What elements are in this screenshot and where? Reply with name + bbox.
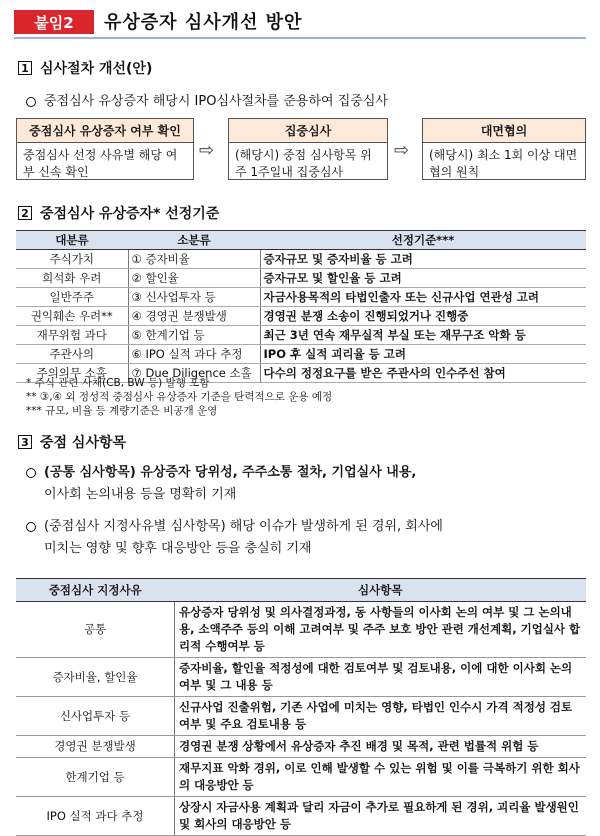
category-cell: 권익훼손 우려** (16, 307, 128, 326)
table-header-row (16, 579, 586, 602)
criteria-cell: 증자규모 및 할인율 등 고려 (260, 269, 586, 288)
right-arrow-icon: ⇨ (394, 140, 410, 161)
category-cell: 희석화 우려 (16, 269, 128, 288)
items-cell: 신규사업 진출위험, 기존 사업에 미치는 영향, 타법인 인수시 가격 적정성 검토여부 및 주요 검토내용 등 (175, 697, 587, 736)
subcategory-cell: ② 할인율 (128, 269, 260, 288)
flow-step-3 (422, 118, 586, 180)
column-header: 심사항목 (175, 579, 587, 602)
items-cell: 재무지표 악화 경위, 이로 인해 발생할 수 있는 위험 및 이를 극복하기 위한 회사의 대응방안 등 (175, 758, 587, 797)
header-divider (14, 37, 586, 39)
footnote: *** 규모, 비율 등 계량기준은 비공개 운영 (26, 405, 218, 417)
footnote: * 주식 관련 사채(CB, BW 등) 발행 포함 (26, 377, 210, 389)
flow-step-3-body: (해당시) 최소 1회 이상 대면협의 원칙 (429, 148, 578, 179)
table-header-row (16, 231, 586, 250)
section1-title: 심사절차 개선(안) (40, 61, 153, 77)
flow-step-2 (228, 118, 388, 180)
para2-line1: (중점심사 지정사유별 심사항목) 해당 이슈가 발생하게 된 경위, 회사에 (44, 519, 443, 534)
reason-cell: 경영권 분쟁발생 (16, 736, 175, 758)
section3-paragraph-1 (26, 462, 586, 506)
table-row (16, 758, 586, 797)
para1-line2: 이사회 논의내용 등을 명확히 기재 (44, 487, 237, 502)
reason-cell: IPO 실적 과다 추정 (16, 797, 175, 836)
appendix-badge: 붙임2 (14, 10, 94, 34)
category-cell: 주관사의 (16, 345, 128, 364)
table-row (16, 736, 586, 758)
subcategory-cell: ⑤ 한계기업 등 (128, 326, 260, 345)
reason-cell: 한계기업 등 (16, 758, 175, 797)
selection-criteria-table (16, 230, 586, 383)
reason-cell: 공통 (16, 602, 175, 658)
table-row (16, 797, 586, 836)
review-items-table (16, 578, 586, 836)
subcategory-cell: ③ 신사업투자 등 (128, 288, 260, 307)
flow-step-3-head: 대면협의 (423, 119, 585, 143)
items-cell: 유상증자 당위성 및 의사결정과정, 동 사항들의 이사회 논의 여부 및 그 논의내용, 소액주주 등의 이해 고려여부 및 주주 보호 방안 관련 개선계획, 기업실사 합리적 수행여부 등 (175, 602, 587, 658)
criteria-cell: 자금사용목적의 타법인출자 또는 신규사업 연관성 고려 (260, 288, 586, 307)
column-header: 소분류 (128, 231, 260, 250)
para1-line1: (공통 심사항목) 유상증자 당위성, 주주소통 절차, 기업실사 내용, (44, 465, 417, 480)
flow-step-1 (16, 118, 194, 180)
section1-number: 1 (18, 61, 32, 75)
reason-cell: 증자비율, 할인율 (16, 658, 175, 697)
table-row (16, 269, 586, 288)
flow-step-2-body: (해당시) 중점 심사항목 위주 1주일내 집중심사 (235, 148, 372, 179)
circle-bullet-icon (26, 522, 36, 532)
page-title: 유상증자 심사개선 방안 (104, 12, 303, 33)
criteria-cell: IPO 후 실적 괴리율 등 고려 (260, 345, 586, 364)
section3-number: 3 (18, 435, 32, 449)
subcategory-cell: ④ 경영권 분쟁발생 (128, 307, 260, 326)
circle-bullet-icon (26, 468, 36, 478)
category-cell: 일반주주 (16, 288, 128, 307)
criteria-cell: 최근 3년 연속 재무실적 부실 또는 재무구조 악화 등 (260, 326, 586, 345)
section3-heading (18, 432, 126, 452)
criteria-cell: 증자규모 및 증자비율 등 고려 (260, 250, 586, 269)
category-cell: 재무위험 과다 (16, 326, 128, 345)
section2-title: 중점심사 유상증자* 선정기준 (40, 206, 220, 222)
criteria-cell: 경영권 분쟁 소송이 진행되었거나 진행중 (260, 307, 586, 326)
table-row (16, 288, 586, 307)
reason-cell: 신사업투자 등 (16, 697, 175, 736)
table-row (16, 326, 586, 345)
flow-step-1-head: 중점심사 유상증자 여부 확인 (17, 119, 193, 143)
section2-heading (18, 203, 219, 223)
column-header: 중점심사 지정사유 (16, 579, 175, 602)
items-cell: 상장시 자금사용 계획과 달리 자금이 추가로 필요하게 된 경위, 괴리율 발생원인 및 회사의 대응방안 등 (175, 797, 587, 836)
items-cell: 증자비율, 할인율 적정성에 대한 검토여부 및 검토내용, 이에 대한 이사회 논의여부 및 그 내용 등 (175, 658, 587, 697)
table-row (16, 697, 586, 736)
category-cell: 주식가치 (16, 250, 128, 269)
column-header: 선정기준*** (260, 231, 586, 250)
subcategory-cell: ⑦ Due Diligence 소홀 (128, 364, 260, 383)
section1-bullet-line (26, 90, 388, 109)
table-row (16, 658, 586, 697)
section3-paragraph-2 (26, 516, 586, 560)
flow-step-1-body: 중점심사 선정 사유별 해당 여부 신속 확인 (23, 148, 178, 179)
flow-step-2-head: 집중심사 (229, 119, 387, 143)
section1-bullet-text: 중점심사 유상증자 해당시 IPO심사절차를 준용하여 집중심사 (44, 94, 388, 109)
subcategory-cell: ⑥ IPO 실적 과다 추정 (128, 345, 260, 364)
section2-number: 2 (18, 206, 32, 220)
items-cell: 경영권 분쟁 상황에서 유상증자 추진 배경 및 목적, 관련 법률적 위험 등 (175, 736, 587, 758)
subcategory-cell: ① 증자비율 (128, 250, 260, 269)
criteria-cell: 다수의 정정요구를 받은 주관사의 인수주선 참여 (260, 364, 586, 383)
table-row (16, 307, 586, 326)
circle-bullet-icon (26, 97, 36, 107)
table-row (16, 345, 586, 364)
table-row (16, 250, 586, 269)
para2-line2: 미치는 영향 및 향후 대응방안 등을 충실히 기재 (44, 541, 312, 556)
footnote: ** ③,④ 외 정성적 중점심사 유상증자 기준을 탄력적으로 운용 예정 (26, 391, 333, 403)
footnotes (26, 376, 332, 418)
section1-heading (18, 58, 152, 78)
table-row (16, 602, 586, 658)
column-header: 대분류 (16, 231, 128, 250)
category-cell: 주의의무 소홀 (16, 364, 128, 383)
section3-title: 중점 심사항목 (40, 435, 127, 451)
right-arrow-icon: ⇨ (199, 140, 215, 161)
